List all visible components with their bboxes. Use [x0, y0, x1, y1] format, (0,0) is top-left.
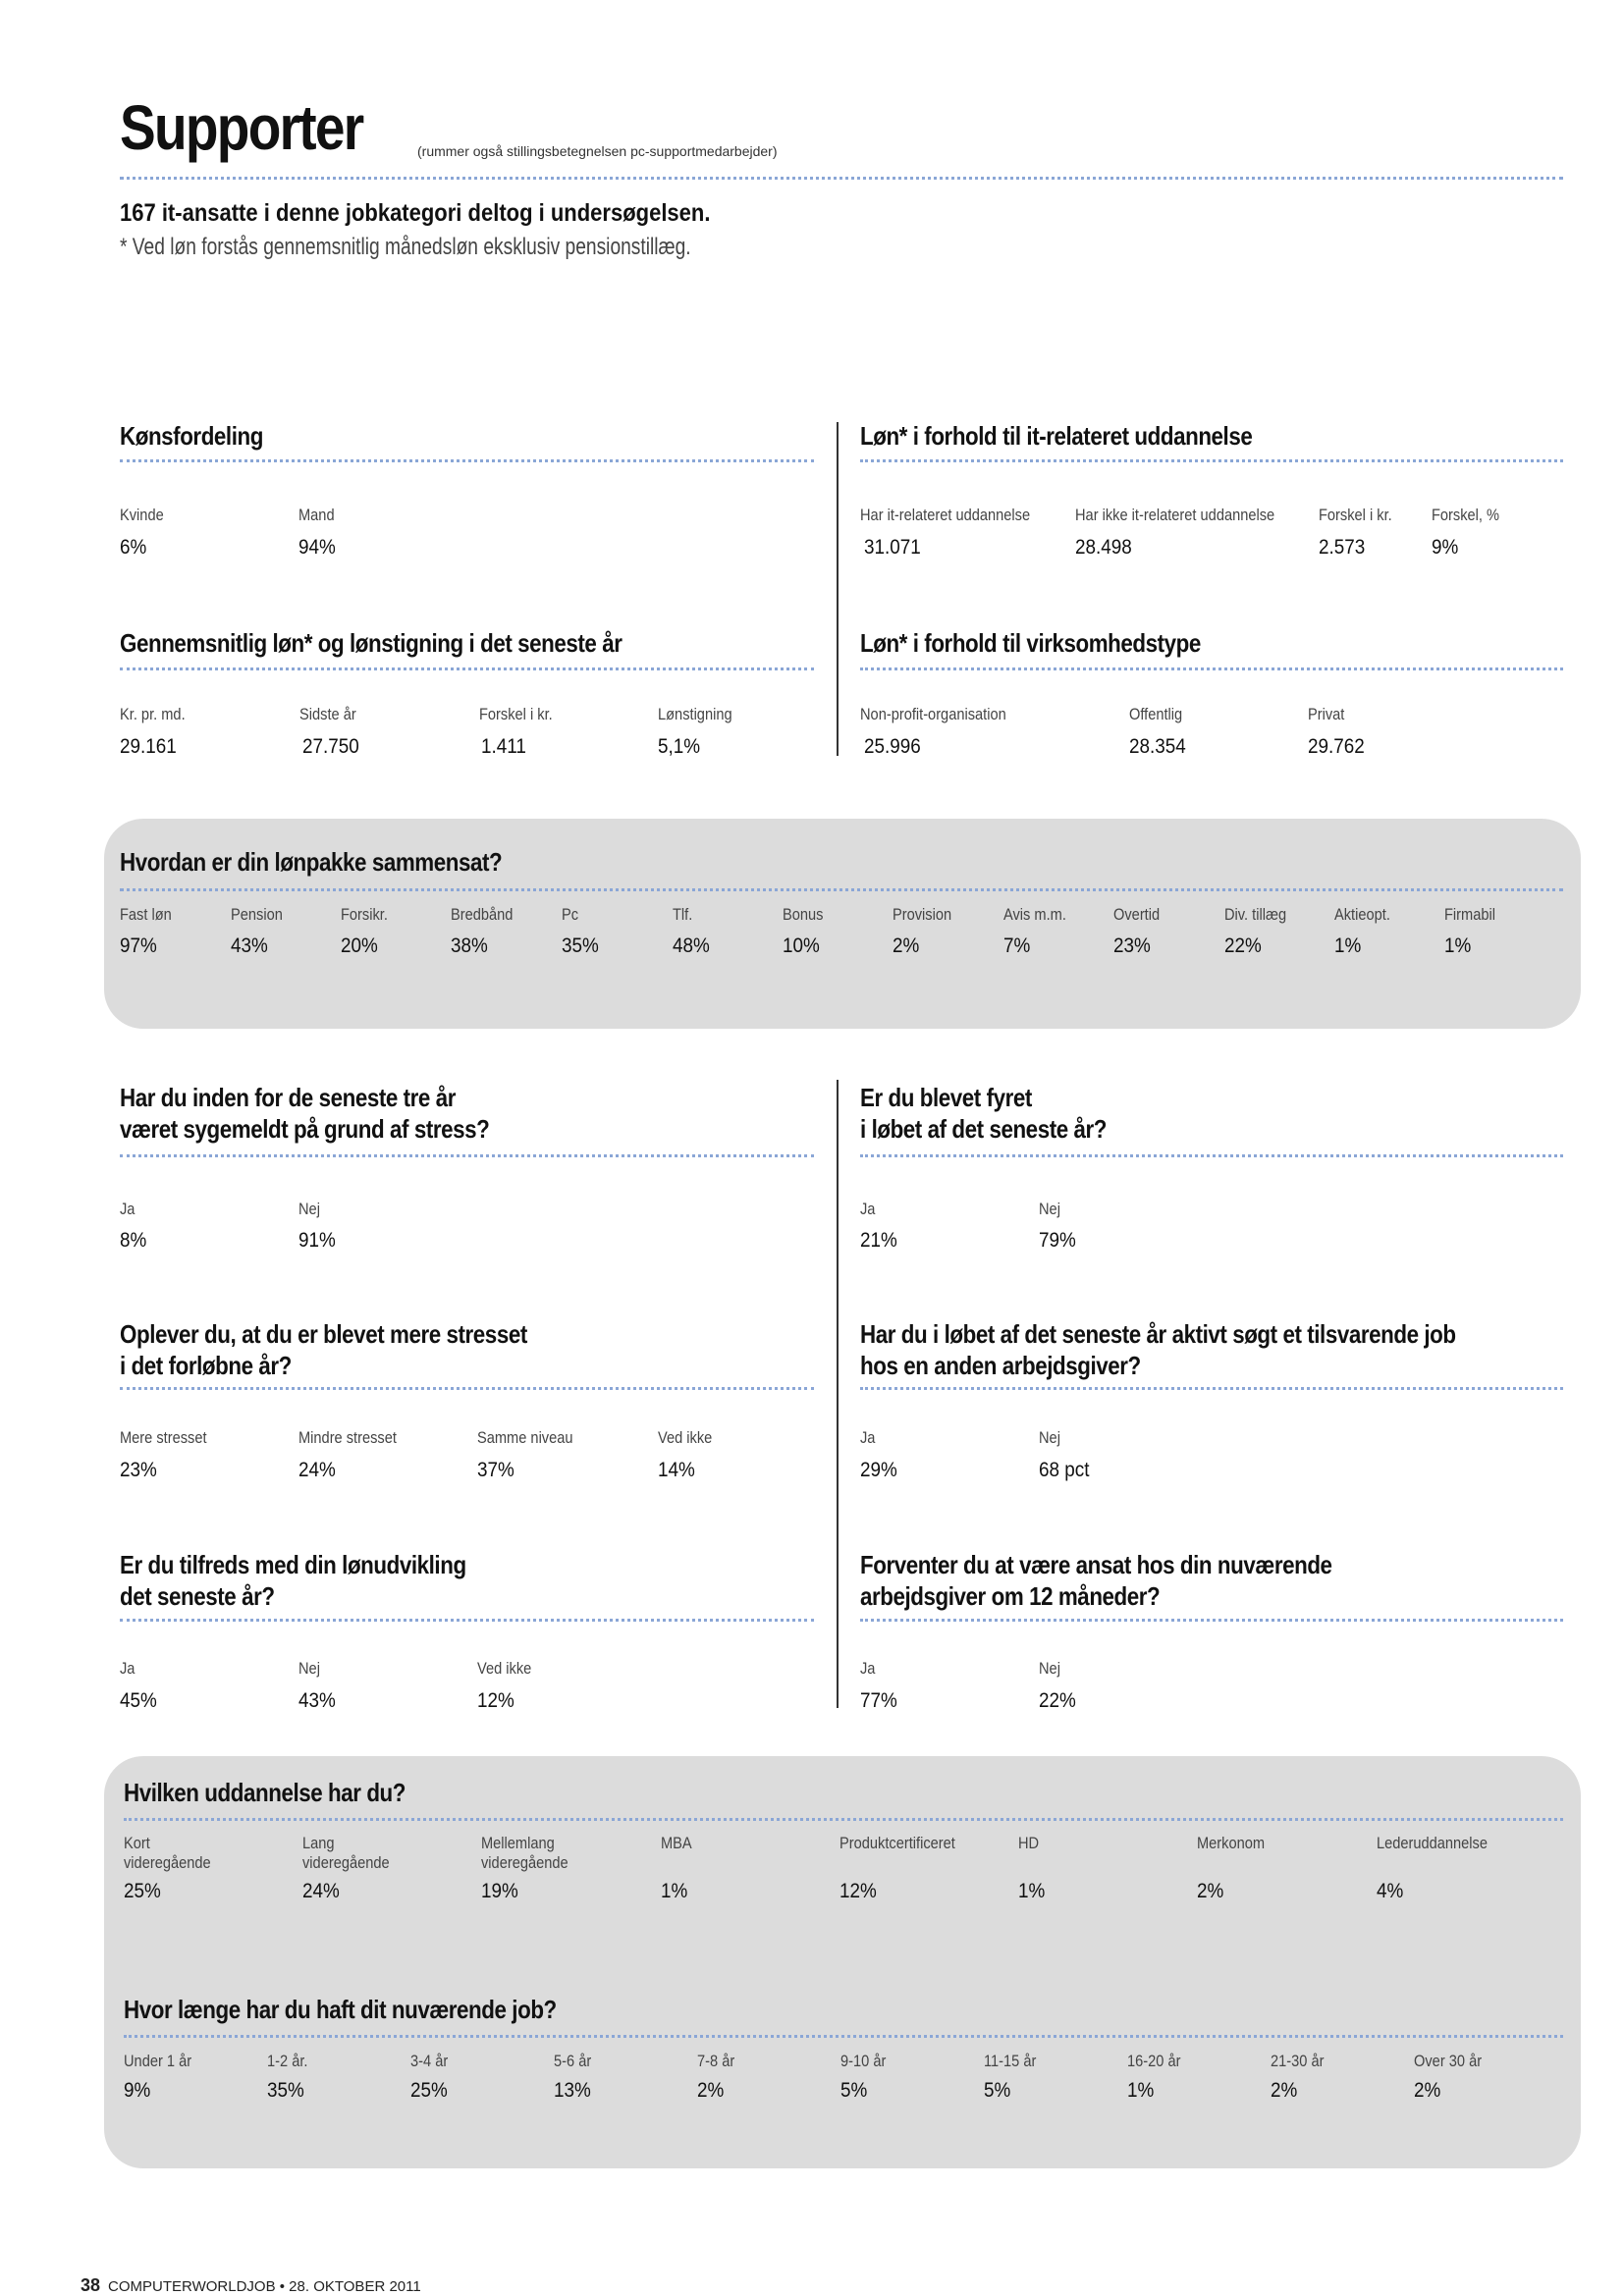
- title-line: Forventer du at være ansat hos din nuværende: [860, 1550, 1332, 1579]
- stat-value: 77%: [860, 1689, 897, 1712]
- stat-value: 1%: [1334, 934, 1362, 957]
- stat-value: 28.354: [1129, 735, 1186, 758]
- stat-label: Nej: [298, 1659, 320, 1678]
- title-line: været sygemeldt på grund af stress?: [120, 1114, 490, 1144]
- stat-label: Fast løn: [120, 905, 172, 924]
- section-title-loenpakke: Hvordan er din lønpakke sammensat?: [120, 847, 503, 877]
- stat-value: 22%: [1039, 1689, 1076, 1712]
- section-title-tilfreds: [120, 1549, 466, 1612]
- section-title-soegt: [860, 1318, 1456, 1381]
- stat-label: Lederuddannelse: [1377, 1834, 1489, 1852]
- section-title-gennemsnit: Gennemsnitlig løn* og lønstigning i det seneste år: [120, 628, 623, 658]
- stat-value: 21%: [860, 1229, 897, 1252]
- stat-label: Nej: [1039, 1200, 1060, 1218]
- stat-label: Har ikke it-relateret uddannelse: [1075, 506, 1275, 524]
- divider: [120, 177, 1563, 180]
- stat-value: 29.161: [120, 735, 177, 758]
- stat-value: 31.071: [864, 536, 921, 559]
- stat-value: 10%: [783, 934, 820, 957]
- stat-value: 29.762: [1308, 735, 1365, 758]
- stat-value: 1%: [1444, 934, 1472, 957]
- stat-label: Merkonom: [1197, 1834, 1266, 1852]
- label-line: Lang: [302, 1834, 335, 1852]
- stat-label: Under 1 år: [124, 2052, 192, 2070]
- stat-value: 8%: [120, 1229, 147, 1252]
- stat-value: 14%: [658, 1459, 695, 1481]
- stat-value: 28.498: [1075, 536, 1132, 559]
- section-title-forventer: [860, 1549, 1332, 1612]
- stat-value: 45%: [120, 1689, 157, 1712]
- title-line: det seneste år?: [120, 1581, 275, 1611]
- stat-label: Nej: [298, 1200, 320, 1218]
- stat-label: Bonus: [783, 905, 824, 924]
- footnote-text: * Ved løn forstås gennemsnitlig månedsløn eksklusiv pensionstillæg.: [120, 234, 691, 260]
- section-title-stresset: [120, 1318, 527, 1381]
- stat-label: Nej: [1039, 1428, 1060, 1447]
- stat-label: HD: [1018, 1834, 1040, 1852]
- stat-label: Ved ikke: [477, 1659, 532, 1678]
- stat-value: 43%: [298, 1689, 336, 1712]
- stat-label: 1-2 år.: [267, 2052, 308, 2070]
- stat-value: 5%: [984, 2079, 1011, 2102]
- divider: [120, 1619, 814, 1622]
- label-line: videregående: [481, 1853, 568, 1872]
- stat-value: 2%: [1414, 2079, 1441, 2102]
- divider: [120, 1387, 814, 1390]
- title-line: Har du inden for de seneste tre år: [120, 1083, 456, 1112]
- footer-text: COMPUTERWORLDJOB • 28. OKTOBER 2011: [108, 2278, 421, 2295]
- section-title-uddannelse: Hvilken uddannelse har du?: [124, 1778, 406, 1807]
- divider: [860, 459, 1563, 462]
- stat-label: Pension: [231, 905, 283, 924]
- stat-value: 2%: [697, 2079, 725, 2102]
- stat-label: Ja: [120, 1200, 135, 1218]
- column-divider: [837, 1080, 839, 1708]
- stat-label: Mand: [298, 506, 335, 524]
- divider: [860, 1619, 1563, 1622]
- divider: [120, 459, 814, 462]
- stat-value: 1%: [1018, 1880, 1046, 1902]
- stat-label: Provision: [893, 905, 952, 924]
- stat-label: Kvinde: [120, 506, 164, 524]
- page-title: Supporter: [120, 92, 363, 163]
- label-line: videregående: [124, 1853, 211, 1872]
- page-footer: [81, 2275, 421, 2296]
- stat-value: 13%: [554, 2079, 591, 2102]
- stat-label: Samme niveau: [477, 1428, 573, 1447]
- stat-value: 4%: [1377, 1880, 1404, 1902]
- stat-label: Kr. pr. md.: [120, 705, 186, 723]
- divider: [120, 888, 1563, 891]
- stat-value: 94%: [298, 536, 336, 559]
- stat-value: 24%: [302, 1880, 340, 1902]
- stat-value: 5%: [840, 2079, 868, 2102]
- stat-label: Produktcertificeret: [839, 1834, 955, 1852]
- section-title-virksomhed: Løn* i forhold til virksomhedstype: [860, 628, 1201, 658]
- stat-label: 16-20 år: [1127, 2052, 1181, 2070]
- stat-label: Pc: [562, 905, 579, 924]
- stat-value: 38%: [451, 934, 488, 957]
- stat-value: 6%: [120, 536, 147, 559]
- stat-value: 9%: [1432, 536, 1459, 559]
- stat-label: 11-15 år: [984, 2052, 1037, 2070]
- stat-value: 25%: [410, 2079, 448, 2102]
- stat-label: Forskel, %: [1432, 506, 1500, 524]
- stat-label: Firmabil: [1444, 905, 1495, 924]
- stat-value: 20%: [341, 934, 378, 957]
- stat-value: 2%: [1271, 2079, 1298, 2102]
- column-divider: [837, 422, 839, 756]
- stat-label: 3-4 år: [410, 2052, 449, 2070]
- stat-label: 9-10 år: [840, 2052, 887, 2070]
- stat-value: 35%: [562, 934, 599, 957]
- stat-value: 23%: [120, 1459, 157, 1481]
- stat-label: Bredbånd: [451, 905, 514, 924]
- stat-label: Mindre stresset: [298, 1428, 397, 1447]
- stat-label: Forsikr.: [341, 905, 388, 924]
- stat-value: 35%: [267, 2079, 304, 2102]
- stat-value: 37%: [477, 1459, 514, 1481]
- stat-value: 79%: [1039, 1229, 1076, 1252]
- label-line: videregående: [302, 1853, 390, 1872]
- stat-value: 9%: [124, 2079, 151, 2102]
- stat-value: 29%: [860, 1459, 897, 1481]
- divider: [124, 1818, 1563, 1821]
- stat-label: Div. tillæg: [1224, 905, 1287, 924]
- stat-value: 68 pct: [1039, 1459, 1090, 1481]
- stat-value: 43%: [231, 934, 268, 957]
- title-line: Er du blevet fyret: [860, 1083, 1032, 1112]
- stat-label: Ja: [860, 1659, 876, 1678]
- stat-value: 12%: [477, 1689, 514, 1712]
- title-line: Oplever du, at du er blevet mere stresset: [120, 1319, 527, 1349]
- stat-label: Nej: [1039, 1659, 1060, 1678]
- stat-label: Aktieopt.: [1334, 905, 1390, 924]
- stat-value: 48%: [673, 934, 710, 957]
- divider: [860, 1387, 1563, 1390]
- stat-label: Over 30 år: [1414, 2052, 1483, 2070]
- title-subnote: (rummer også stillingsbetegnelsen pc-supportmedarbejder): [417, 143, 778, 159]
- stat-label: Lønstigning: [658, 705, 732, 723]
- stat-label: Ja: [860, 1200, 876, 1218]
- stat-value: 1%: [1127, 2079, 1155, 2102]
- stat-value: 27.750: [302, 735, 359, 758]
- stat-label: Ved ikke: [658, 1428, 713, 1447]
- divider: [120, 1154, 814, 1157]
- stat-label: 21-30 år: [1271, 2052, 1325, 2070]
- stat-label: Forskel i kr.: [1319, 506, 1392, 524]
- stat-value: 24%: [298, 1459, 336, 1481]
- title-line: hos en anden arbejdsgiver?: [860, 1351, 1141, 1380]
- stat-value: 2%: [893, 934, 920, 957]
- stat-label: MBA: [661, 1834, 692, 1852]
- stat-label: Har it-relateret uddannelse: [860, 506, 1031, 524]
- stat-value: 25.996: [864, 735, 921, 758]
- stat-value: 23%: [1113, 934, 1151, 957]
- stat-label: Overtid: [1113, 905, 1161, 924]
- title-line: Er du tilfreds med din lønudvikling: [120, 1550, 466, 1579]
- title-line: Har du i løbet af det seneste år aktivt søgt et tilsvarende job: [860, 1319, 1456, 1349]
- divider: [120, 667, 814, 670]
- stat-label: 7-8 år: [697, 2052, 735, 2070]
- page-number: 38: [81, 2275, 101, 2295]
- stat-value: 25%: [124, 1880, 161, 1902]
- stat-value: 97%: [120, 934, 157, 957]
- stat-label: Ja: [860, 1428, 876, 1447]
- label-line: Kort: [124, 1834, 150, 1852]
- label-line: Mellemlang: [481, 1834, 555, 1852]
- section-title-uddannelse-loen: Løn* i forhold til it-relateret uddannelse: [860, 421, 1253, 451]
- section-title-koen: Kønsfordeling: [120, 421, 263, 451]
- stat-value: 2%: [1197, 1880, 1224, 1902]
- stat-value: 22%: [1224, 934, 1262, 957]
- stat-label: Non-profit-organisation: [860, 705, 1006, 723]
- divider: [860, 667, 1563, 670]
- stat-label: Avis m.m.: [1003, 905, 1066, 924]
- stat-label: Tlf.: [673, 905, 693, 924]
- section-title-fyret: [860, 1082, 1107, 1145]
- section-title-jobtid: Hvor længe har du haft dit nuværende job?: [124, 1995, 557, 2024]
- stat-label: [302, 1834, 390, 1873]
- stat-value: 7%: [1003, 934, 1031, 957]
- title-line: arbejdsgiver om 12 måneder?: [860, 1581, 1161, 1611]
- intro-text: 167 it-ansatte i denne jobkategori deltog i undersøgelsen.: [120, 199, 711, 227]
- stat-label: [481, 1834, 568, 1873]
- stat-label: Sidste år: [299, 705, 356, 723]
- divider: [124, 2035, 1563, 2038]
- stat-value: 19%: [481, 1880, 518, 1902]
- stat-value: 2.573: [1319, 536, 1366, 559]
- stat-value: 91%: [298, 1229, 336, 1252]
- stat-label: Forskel i kr.: [479, 705, 553, 723]
- stat-label: [124, 1834, 211, 1873]
- stat-label: 5-6 år: [554, 2052, 592, 2070]
- stat-label: Privat: [1308, 705, 1345, 723]
- stat-value: 5,1%: [658, 735, 701, 758]
- title-line: i løbet af det seneste år?: [860, 1114, 1108, 1144]
- title-line: i det forløbne år?: [120, 1351, 292, 1380]
- divider: [860, 1154, 1563, 1157]
- stat-value: 1%: [661, 1880, 688, 1902]
- section-title-sygemeldt: [120, 1082, 489, 1145]
- stat-label: Offentlig: [1129, 705, 1183, 723]
- stat-label: Mere stresset: [120, 1428, 207, 1447]
- stat-label: Ja: [120, 1659, 135, 1678]
- stat-value: 12%: [839, 1880, 877, 1902]
- stat-value: 1.411: [481, 735, 526, 758]
